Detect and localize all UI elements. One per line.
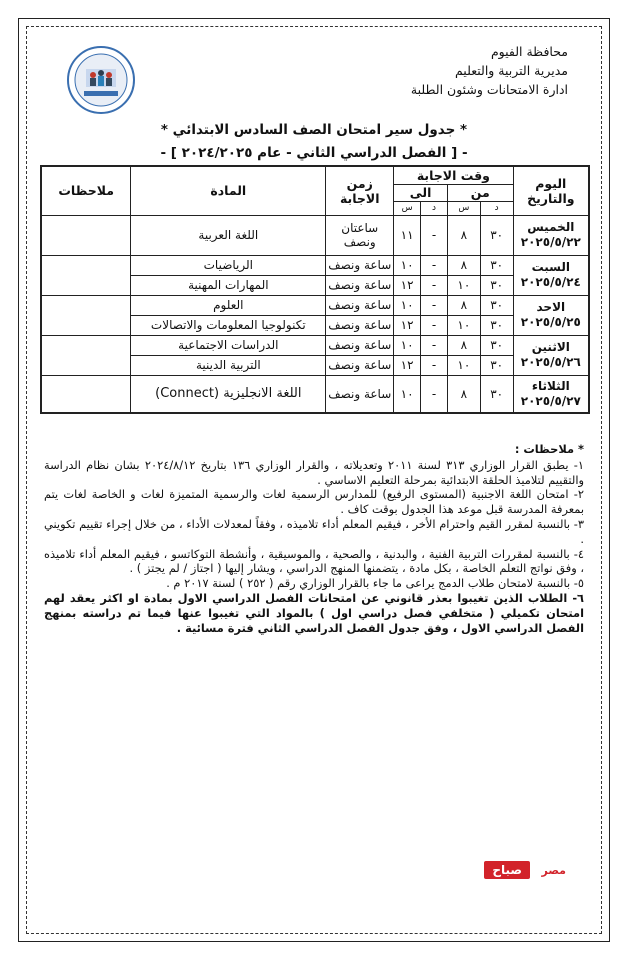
from-hour: ١٠ [447,275,480,295]
table-row [41,215,589,255]
day-name: الاثنين [531,340,570,354]
from-hour: ٨ [447,375,480,413]
notes-heading: * ملاحظات : [514,442,584,456]
brand-watermark [450,861,570,885]
subject-cell: تكنولوجيا المعلومات والاتصالات [131,315,326,335]
duration-cell: ساعة ونصف [326,275,394,295]
note-item: ٢- امتحان اللغة الاجنبية (المستوى الرفيع) للمدارس الرسمية لغات والرسمية المتميزة لغات و الخاصة لغات يتم بمعرفة المدرسة قبل موعد هذا الجدول بوقت كاف . [44,487,584,517]
exam-date: ٢٠٢٥/٥/٢٧ [520,393,581,408]
header-notes: ملاحظات [41,166,131,215]
from-hour: ١٠ [447,315,480,335]
from-hour: ٨ [447,335,480,355]
subject-cell: العلوم [131,295,326,315]
exam-date: ٢٠٢٥/٥/٢٢ [520,235,581,249]
duration-cell: ساعة ونصف [326,315,394,335]
day-name: السبت [531,260,571,274]
subject-cell: المهارات المهنية [131,275,326,295]
directorate-name: مديرية التربية والتعليم [454,63,568,78]
to-minute: - [421,335,448,355]
to-minute: - [421,295,448,315]
from-hour: ٨ [447,255,480,275]
page-title: * جدول سير امتحان الصف السادس الابتدائي * [160,122,468,138]
from-hour: ٨ [447,295,480,315]
subject-cell: اللغة الانجليزية (Connect) [131,375,326,413]
to-hour: ١٢ [394,275,421,295]
to-hour: ١٠ [394,255,421,275]
from-minute: ٣٠ [480,315,513,335]
header-minute: د [480,201,513,215]
subject-cell: الرياضيات [131,255,326,275]
to-minute: - [421,215,448,255]
from-minute: ٣٠ [480,335,513,355]
to-minute: - [421,375,448,413]
day-name: الاحد [536,300,566,314]
to-hour: ١٢ [394,355,421,375]
exam-date: ٢٠٢٥/٥/٢٤ [520,275,581,289]
page-subtitle: - [ الفصل الدراسي الثاني - عام ٢٠٢٤/٢٠٢٥ ] - [160,145,468,161]
directorate-logo [66,45,136,115]
header-from: من [447,184,513,201]
duration-cell: ساعتان ونصف [326,215,394,255]
exam-schedule-table [40,165,590,414]
notes-cell [41,335,131,375]
day-date-cell [513,335,589,375]
notes-cell [41,255,131,295]
notes-cell [41,375,131,413]
from-minute: ٣٠ [480,295,513,315]
table-row [41,255,589,275]
day-date-cell [513,215,589,255]
from-minute: ٣٠ [480,375,513,413]
header-day-date: اليوم والتاريخ [513,166,589,215]
exam-date: ٢٠٢٥/٥/٢٦ [520,355,581,369]
to-hour: ١٠ [394,375,421,413]
subject-cell: الدراسات الاجتماعية [131,335,326,355]
subject-cell: اللغة العربية [131,215,326,255]
duration-cell: ساعة ونصف [326,355,394,375]
note-item: ٣- بالنسبة لمقرر القيم واحترام الأخر ، فيقيم المعلم أداء تلاميذه ، وفقاً لمعدلات الأداء ، من خلال إجراء تقييم تكويني . [44,516,584,546]
from-minute: ٣٠ [480,355,513,375]
header-hour: س [447,201,480,215]
day-date-cell [513,255,589,295]
note-item: ٥- بالنسبة لامتحان طلاب الدمج يراعى ما جاء بالقرار الوزاري رقم ( ٢٥٢ ) لسنة ٢٠١٧ م . [166,576,584,591]
to-hour: ١٠ [394,295,421,315]
subject-cell: التربية الدينية [131,355,326,375]
note-item: ٤- بالنسبة لمقررات التربية الفنية ، والبدنية ، والصحية ، والموسيقية ، وأنشطة التوكاتسو ، فيقيم المعلم أداء تلاميذه ، وفق نواتج التعلم الخاصة ، بكل مادة ، يتضمنها المنهج الدراسي ، ويشار إليها ( اجتاز / لم يجتز ) . [44,546,584,576]
brand-suffix: مصر [541,864,566,877]
organization-header [411,42,568,99]
header-to: الى [394,184,448,201]
duration-cell: ساعة ونصف [326,255,394,275]
notes-cell [41,295,131,335]
header-subject: المادة [131,166,326,215]
from-minute: ٣٠ [480,255,513,275]
from-hour: ١٠ [447,355,480,375]
day-name: الثلاثاء [531,378,570,393]
header-minute: د [421,201,448,215]
to-minute: - [421,355,448,375]
table-row [41,375,589,413]
from-hour: ٨ [447,215,480,255]
header-duration: زمن الاجابة [326,166,394,215]
to-minute: - [421,255,448,275]
day-name: الخميس [527,220,575,234]
notes-section [44,442,584,635]
duration-cell: ساعة ونصف [326,335,394,355]
from-minute: ٣٠ [480,275,513,295]
brand-name: صباح [484,861,530,879]
to-hour: ١٢ [394,315,421,335]
to-hour: ١١ [394,215,421,255]
table-row [41,335,589,355]
exam-date: ٢٠٢٥/٥/٢٥ [520,315,581,329]
day-date-cell [513,375,589,413]
header-hour: س [394,201,421,215]
note-item: ١- يطبق القرار الوزاري ٣١٣ لسنة ٢٠١١ وتعديلاته ، والقرار الوزاري ١٣٦ بتاريخ ٢٠٢٤/٨/١٢ بشان نظام الدراسة والتقييم لتلاميذ الحلقة الابتدائية بمرحلة التعليم الاساسي . [44,457,585,487]
duration-cell: ساعة ونصف [326,375,394,413]
note-item: ٦- الطلاب الذين تغيبوا بعذر قانوني عن امتحانات الفصل الدراسي الاول بمادة او اكثر يعقد لهم امتحان تكميلي ( متخلفي فصل دراسي اول ) بالمواد التي تغيبوا عنها فيما تم دراسته بمنهج الفصل الدراسي الاول ، وفق جدول الفصل الدراسي الثاني فترة مسائية . [44,590,584,635]
to-minute: - [421,275,448,295]
duration-cell: ساعة ونصف [326,295,394,315]
notes-cell [41,215,131,255]
header-answer-time: وقت الاجابة [394,166,513,184]
to-minute: - [421,315,448,335]
day-date-cell [513,295,589,335]
to-hour: ١٠ [394,335,421,355]
table-row [41,295,589,315]
department-name: ادارة الامتحانات وشئون الطلبة [410,82,568,97]
governorate-name: محافظة الفيوم [490,44,568,59]
from-minute: ٣٠ [480,215,513,255]
